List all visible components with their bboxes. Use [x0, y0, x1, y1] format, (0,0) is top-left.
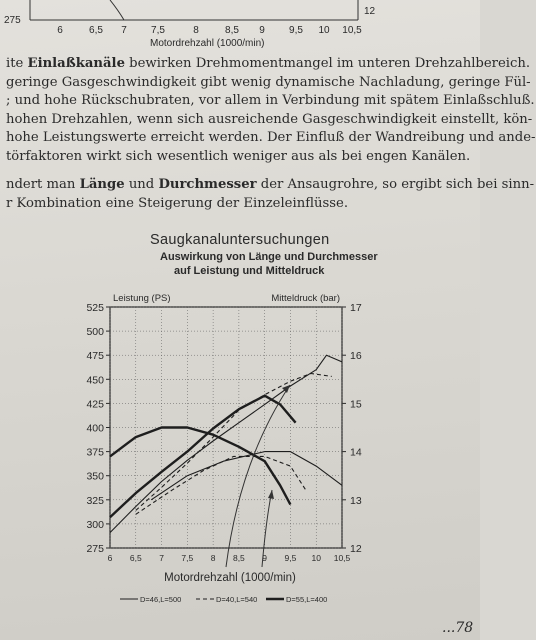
- y-left-tick-label: 400: [86, 422, 104, 435]
- legend-label: D=46,L=500: [140, 595, 182, 604]
- top-x-tick: 6,5: [89, 25, 103, 36]
- x-tick-label: 8,5: [232, 553, 245, 563]
- x-tick-label: 9,5: [284, 553, 297, 563]
- y-left-tick-label: 475: [86, 350, 104, 363]
- text-span: und: [124, 177, 159, 192]
- y-left-tick-label: 450: [86, 374, 104, 387]
- text-span: hohe Leistungswerte erreicht werden. Der Einfluß der Wandreibung und ande-: [6, 130, 536, 146]
- top-x-tick: 9: [259, 25, 265, 36]
- plot-frame: [110, 307, 342, 548]
- text-span: geringe Gasgeschwindigkeit gibt wenig dynamische Nachladung, geringe Fül-: [6, 74, 531, 90]
- y-left-tick-label: 275: [86, 543, 104, 555]
- x-tick-label: 10,5: [333, 553, 351, 563]
- top-left-tick: 275: [4, 15, 21, 26]
- chart-title: Saugkanaluntersuchungen: [150, 232, 330, 248]
- y-right-tick-label: 15: [350, 398, 362, 411]
- y-left-tick-label: 350: [86, 470, 104, 483]
- top-x-tick: 7,5: [151, 25, 165, 36]
- series-line-solid-left: [110, 355, 342, 532]
- text-span: ndert man: [6, 177, 80, 192]
- text-span: ite: [6, 56, 28, 71]
- series-line-thick-left: [110, 396, 296, 518]
- x-tick-label: 7,5: [181, 553, 194, 563]
- bold-term: Länge: [79, 177, 125, 192]
- top-x-tick: 8,5: [225, 25, 239, 36]
- x-tick-label: 9: [262, 553, 268, 563]
- text-span: törfaktoren wirkt sich wesentlich weniger aus als bei engen Kanälen.: [6, 149, 471, 164]
- top-x-tick: 9,5: [289, 25, 303, 36]
- x-tick-label: 6,5: [129, 553, 142, 563]
- y-left-tick-label: 300: [86, 518, 104, 531]
- x-tick-label: 10: [311, 553, 321, 563]
- top-x-tick: 10: [318, 25, 330, 36]
- y-left-tick-label: 425: [86, 398, 104, 411]
- y-right-tick-label: 12: [350, 543, 362, 555]
- y-left-tick-label: 375: [86, 446, 104, 459]
- bold-term: Durchmesser: [158, 177, 257, 192]
- bold-term: Einlaßkanäle: [27, 56, 125, 71]
- y-right-tick-label: 14: [350, 446, 362, 459]
- x-axis-label: Motordrehzahl (1000/min): [164, 572, 296, 584]
- x-tick-label: 7: [159, 553, 164, 563]
- top-xlabel: Motordrehzahl (1000/min): [150, 38, 265, 49]
- top-x-tick: 10,5: [342, 25, 362, 36]
- x-tick-label: 6: [107, 553, 113, 563]
- page-number: ...78: [442, 620, 474, 636]
- y-left-tick-label: 525: [86, 302, 104, 314]
- y-left-tick-label: 325: [86, 494, 104, 507]
- y-right-tick-label: 16: [350, 350, 362, 363]
- text-span: der Ansaugrohre, so ergibt sich bei sinn-: [256, 177, 535, 192]
- text-span: ; und hohe Rückschubraten, vor allem in Verbindung mit spätem Einlaßschluß.: [6, 93, 535, 109]
- chart-subtitle-1: Auswirkung von Länge und Durchmesser: [160, 251, 378, 263]
- y-left-axis-label: Leistung (PS): [113, 293, 171, 304]
- chart-subtitle-2: auf Leistung und Mitteldruck: [174, 265, 325, 277]
- y-right-axis-label: Mitteldruck (bar): [271, 293, 340, 304]
- y-right-tick-label: 13: [350, 494, 362, 507]
- top-x-tick: 7: [121, 25, 127, 36]
- text-span: bewirken Drehmomentmangel im unteren Drehzahlbereich.: [124, 56, 531, 71]
- x-tick-label: 8: [210, 553, 216, 563]
- top-x-tick: 6: [57, 25, 63, 36]
- text-span: hohen Drehzahlen, wenn sich ausreichende Gasgeschwindigkeit einstellt, kön-: [6, 111, 533, 127]
- legend-label: D=55,L=400: [286, 595, 328, 604]
- text-span: r Kombination eine Steigerung der Einzeleinflüsse.: [6, 195, 349, 211]
- y-right-tick-label: 17: [350, 302, 362, 314]
- top-right-tick: 12: [364, 6, 376, 17]
- y-left-tick-label: 500: [86, 326, 104, 339]
- top-x-tick: 8: [193, 25, 199, 36]
- arrow-head: [268, 490, 274, 499]
- legend-label: D=40,L=540: [216, 595, 258, 604]
